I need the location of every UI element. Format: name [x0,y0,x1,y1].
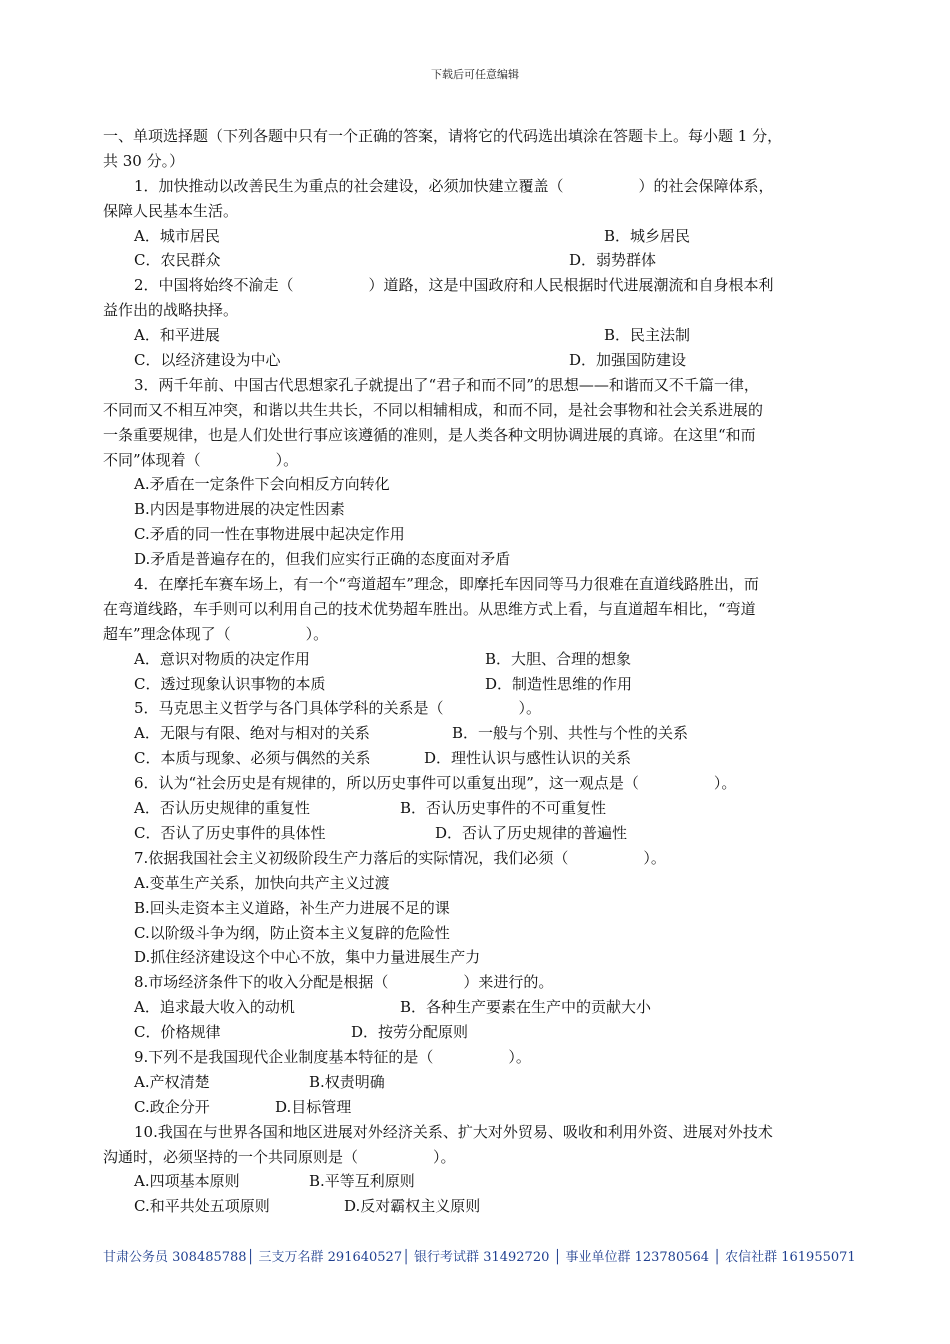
option-row [103,821,853,846]
question-stem-line: 不同而又不相互冲突，和谐以共生共长，不同以相辅相成，和而不同，是社会事物和社会关系进展的 [103,400,764,419]
option-row [103,647,853,672]
question-stem-line: 5．马克思主义哲学与各门具体学科的关系是（ ）。 [134,699,542,718]
option-d: D．制造性思维的作用 [485,674,633,693]
option-a: A．否认历史规律的重复性 [134,799,310,818]
option-row [103,1020,853,1045]
option-b: B．各种生产要素在生产中的贡献大小 [400,998,652,1017]
question-stem-line: 6．认为“社会历史是有规律的，所以历史事件可以重复出现”，这一观点是（ ）。 [134,774,737,793]
question-stem-line: 超车”理念体现了（ ）。 [103,624,329,643]
option-c: C．否认了历史事件的具体性 [134,823,326,842]
question-2 [103,273,853,373]
option-row [103,796,853,821]
option-a: A．无限与有限、绝对与相对的关系 [134,724,370,743]
header-note: 下载后可任意编辑 [431,68,519,81]
option-a: A．意识对物质的决定作用 [134,649,310,668]
option-b: B．城乡居民 [604,226,691,245]
option-b: B.权责明确 [309,1072,385,1091]
option-row [103,323,853,348]
question-stem-line: 1．加快推动以改善民生为重点的社会建设，必须加快建立覆盖（ ）的社会保障体系， [134,176,774,195]
option-c: C．本质与现象、必须与偶然的关系 [134,749,371,768]
exam-content [103,124,853,1219]
question-6 [103,771,853,846]
option-row [103,1095,853,1120]
option-a: A.产权清楚 [134,1072,210,1091]
option-c: C．农民群众 [134,251,221,270]
question-7 [103,846,853,970]
question-stem-line: 3．两千年前、中国古代思想家孔子就提出了“君子和而不同”的思想——和谐而又不千篇一律， [134,375,759,394]
question-stem-line: 益作出的战略抉择。 [103,301,239,320]
question-stem-line: 9.下列不是我国现代企业制度基本特征的是（ ）。 [134,1047,531,1066]
option-c: C．以经济建设为中心 [134,351,281,370]
option-b: B.回头走资本主义道路，补生产力进展不足的课 [134,898,450,917]
option-row [103,746,853,771]
option-a: A．城市居民 [134,226,220,245]
option-row [103,348,853,373]
option-c: C.矛盾的同一性在事物进展中起决定作用 [134,525,405,544]
option-d: D.矛盾是普遍存在的，但我们应实行正确的态度面对矛盾 [134,550,511,569]
option-a: A.矛盾在一定条件下会向相反方向转化 [134,475,390,494]
option-row [103,1194,853,1219]
option-c: C.以阶级斗争为纲，防止资本主义复辟的危险性 [134,923,450,942]
question-stem-line: 2．中国将始终不渝走（ ）道路，这是中国政府和人民根据时代进展潮流和自身根本利 [134,276,774,295]
option-d: D.反对霸权主义原则 [344,1197,481,1216]
question-10 [103,1120,853,1220]
option-row [103,1070,853,1095]
option-c: C.政企分开 [134,1097,210,1116]
option-row [103,672,853,697]
option-d: D.目标管理 [275,1097,352,1116]
option-d: D．否认了历史规律的普遍性 [435,823,628,842]
option-d: D.抓住经济建设这个中心不放，集中力量进展生产力 [134,948,481,967]
option-a: A.变革生产关系，加快向共产主义过渡 [134,873,390,892]
question-stem-line: 一条重要规律，也是人们处世行事应该遵循的准则，是人类各种文明协调进展的真谛。在这里“和而 [103,425,756,444]
question-3 [103,373,853,572]
option-b: B．否认历史事件的不可重复性 [400,799,607,818]
option-row [103,721,853,746]
question-5 [103,696,853,771]
option-row [103,248,853,273]
question-9 [103,1045,853,1120]
question-1 [103,174,853,274]
question-4 [103,572,853,696]
question-stem-line: 10.我国在与世界各国和地区进展对外经济关系、扩大对外贸易、吸收和利用外资、进展对外技术 [134,1122,773,1141]
question-stem-line: 不同”体现着（ ）。 [103,450,299,469]
option-d: D．按劳分配原则 [351,1023,469,1042]
option-d: D．加强国防建设 [569,351,687,370]
question-stem-line: 在弯道线路，车手则可以利用自己的技术优势超车胜出。从思维方式上看，与直道超车相比，“弯道 [103,599,756,618]
option-b: B．一般与个别、共性与个性的关系 [452,724,689,743]
option-a: A．和平进展 [134,326,220,345]
question-stem-line: 保障人民基本生活。 [103,201,239,220]
question-stem-line: 7.依据我国社会主义初级阶段生产力落后的实际情况，我们必须（ ）。 [134,848,666,867]
option-a: A．追求最大收入的动机 [134,998,295,1017]
option-row [103,224,853,249]
option-c: C．价格规律 [134,1023,221,1042]
option-row [103,995,853,1020]
option-b: B.内因是事物进展的决定性因素 [134,500,345,519]
section-title-line-2: 共 30 分。） [103,151,185,170]
option-b: B．民主法制 [604,326,691,345]
option-row [103,1169,853,1194]
option-c: C.和平共处五项原则 [134,1197,270,1216]
question-stem-line: 沟通时，必须坚持的一个共同原则是（ ）。 [103,1147,456,1166]
section-title-line-1: 一、单项选择题（下列各题中只有一个正确的答案，请将它的代码选出填涂在答题卡上。每小题 1 分， [103,127,783,145]
option-a: A.四项基本原则 [134,1172,240,1191]
option-d: D．理性认识与感性认识的关系 [424,749,632,768]
footer-group-numbers: 甘肃公务员 308485788│ 三支万名群 291640527│ 银行考试群 31492720 │ 事业单位群 123780564 │ 农信社群 161955071 [103,1250,856,1265]
option-c: C．透过现象认识事物的本质 [134,674,326,693]
question-stem-line: 4．在摩托车赛车场上，有一个“弯道超车”理念，即摩托车因同等马力很难在直道线路胜出，而 [134,575,759,594]
question-stem-line: 8.市场经济条件下的收入分配是根据（ ）来进行的。 [134,973,554,992]
option-b: B.平等互利原则 [309,1172,415,1191]
question-8 [103,970,853,1045]
option-d: D．弱势群体 [569,251,657,270]
option-b: B．大胆、合理的想象 [485,649,632,668]
